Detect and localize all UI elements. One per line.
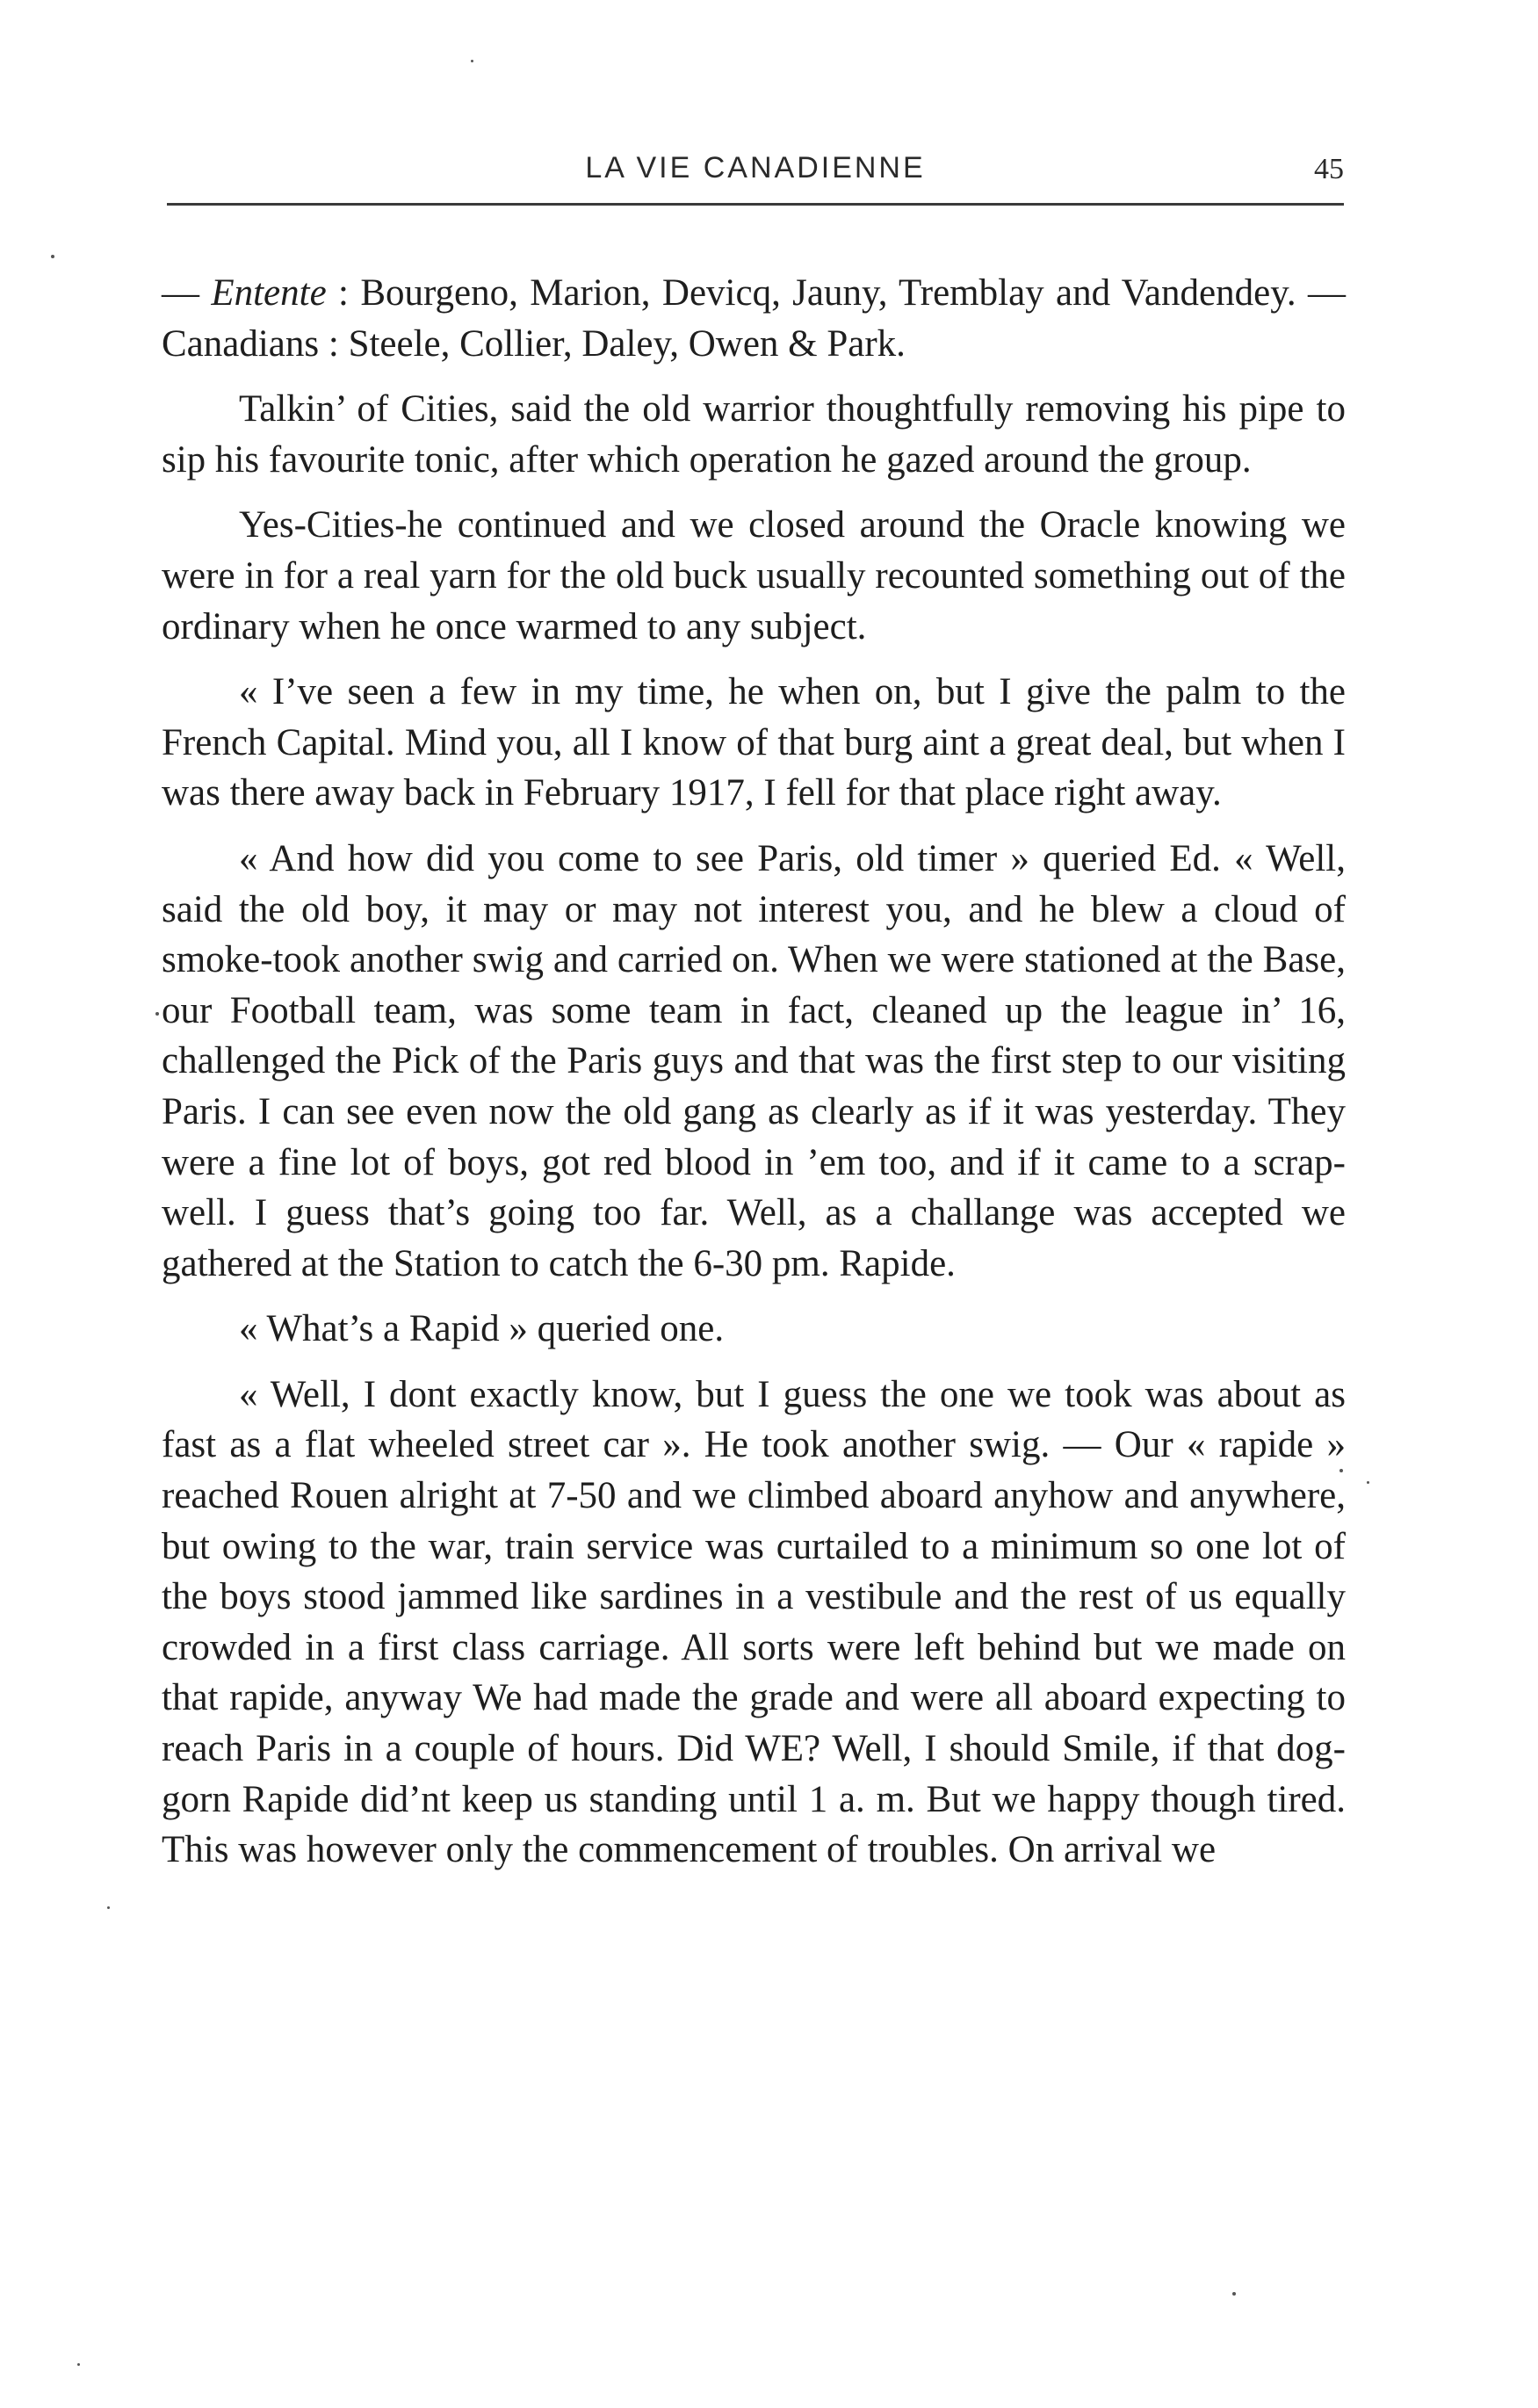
running-head (167, 148, 1344, 200)
print-speck (1339, 1469, 1343, 1472)
body-text (162, 268, 1346, 1891)
print-speck (155, 1012, 159, 1016)
paragraph: « Well, I dont exactly know, but I guess the one we took was about as fast as a flat wheeled street car ». He took another swig. — Our « rapide » reached Rouen alright at 7-50 and we climbed aboard anyhow and anywhere, but owing to the war, train service was curtailed to a minimum so one lot of the boys stood jammed like sardines in a vestibule and the rest of us equally crowded in a first class carriage. All sorts were left behind but we made on that rapide, anyway We had made the grade and were all aboard expecting to reach Paris in a couple of hours. Did WE? Well, I should Smile, if that dog-gorn Rapide did’nt keep us standing until 1 a. m. But we happy though tired. This was however only the commencement of troubles. On arrival we (162, 1373, 1346, 1871)
paragraph: Talkin’ of Cities, said the old warrior thoughtfully removing his pipe to sip his favourite tonic, after which operation he gazed around the group. (162, 388, 1346, 481)
paragraph: Yes-Cities-he continued and we closed around the Oracle knowing we were in for a real yarn for the old buck usually recounted something out of the ordinary when he once warmed to any subject. (162, 504, 1346, 647)
italic-term-entente: Entente (211, 272, 327, 314)
header-rule (167, 203, 1344, 206)
running-title: LA VIE CANADIENNE (585, 151, 926, 184)
paragraph: « And how did you come to see Paris, old timer » queried Ed. « Well, said the old boy, it may or may not interest you, and he blew a cloud of smoke-took another swig and carried on. When we were stationed at the Base, our Football team, was some team in fact, cleaned up the league in’ 16, challenged the Pick of the Paris guys and that was the first step to our visiting Paris. I can see even now the old gang as clearly as if it was yesterday. They were a fine lot of boys, got red blood in ’em too, and if it came to a scrap-well. I guess that’s going too far. Well, as a challange was accepted we gathered at the Station to catch the 6-30 pm. Rapide. (162, 837, 1346, 1284)
print-speck (51, 255, 54, 258)
dash-prefix: — (162, 272, 212, 314)
print-speck (471, 60, 473, 62)
print-speck (1232, 2292, 1236, 2296)
paragraph: « What’s a Rapid » queried one. (239, 1308, 725, 1350)
print-speck (1367, 1481, 1369, 1484)
print-speck (107, 1906, 110, 1909)
paragraph: « I’ve seen a few in my time, he when on, but I give the palm to the French Capital. Mind you, all I know of that burg aint a great deal, but when I was there away back in February 1917, I fell for that place right away. (162, 671, 1346, 814)
paragraph-teams (162, 268, 1346, 369)
page-number: 45 (1314, 153, 1344, 185)
paragraph-text: : Bourgeno, Marion, Devicq, Jauny, Tremblay and Vandendey. — Canadians : Steele, Collier, Daley, Owen & Park. (162, 272, 1346, 365)
print-speck (77, 2363, 80, 2366)
